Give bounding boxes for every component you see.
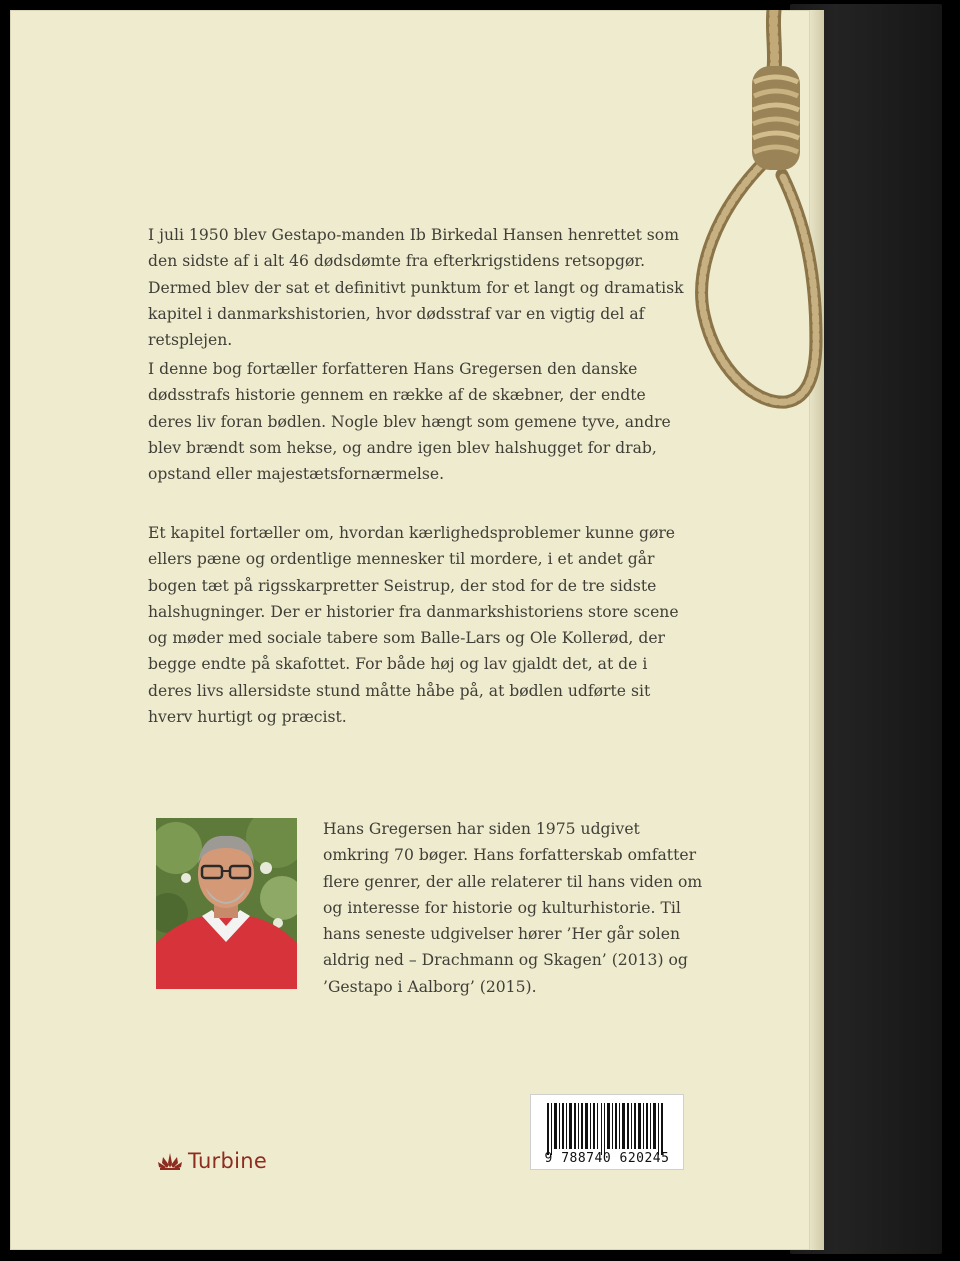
description-paragraph: Et kapitel fortæller om, hvordan kærlighedsproblemer kunne gøre ellers pæne og ordentlige mennesker til mordere, i et andet går bogen tæt på rigsskarpretter Seistrup, der stod for de tre sidste halshugninger. Der er historier fra danmarkshistoriens store scene og møder med sociale tabere som Balle-Lars og Ole Kollerød, der begge endte på skafottet. For både høj og lav gjaldt det, at de i deres livs allersidste stund måtte håbe på, at bødlen udførte sit hverv hurtigt og præcist. xyxy=(148,524,679,727)
isbn-digits: 9 788740 620245 xyxy=(544,1151,670,1166)
lotus-logo-icon xyxy=(158,1151,182,1171)
publisher-logo xyxy=(158,1149,267,1173)
noose-illustration xyxy=(686,10,826,420)
author-photo xyxy=(156,818,297,989)
barcode-bars xyxy=(531,1101,683,1157)
back-cover xyxy=(10,10,810,1250)
publisher-name: Turbine xyxy=(188,1149,268,1173)
description-paragraph: I juli 1950 blev Gestapo-manden Ib Birkedal Hansen henrettet som den sidste af i alt 46 dødsdømte fra efterkrigstidens retsopgør. Dermed blev der sat et definitivt punktum for et langt og dramatisk kapitel i danmarkshistorien, hvor dødsstraf var en vigtig del af retsplejen. xyxy=(148,226,684,350)
author-bio: Hans Gregersen har siden 1975 udgivet omkring 70 bøger. Hans forfatterskab omfatter flere genrer, der alle relaterer til hans viden om og interesse for historie og kulturhistorie. Til hans seneste udgivelser hører ’Her går solen aldrig ned – Drachmann og Skagen’ (2013) og ’Gestapo i Aalborg’ (2015). xyxy=(323,820,703,996)
isbn-barcode xyxy=(530,1094,684,1170)
description-paragraph: I denne bog fortæller forfatteren Hans Gregersen den danske dødsstrafs historie gennem en række af de skæbner, der endte deres liv foran bødlen. Nogle blev hængt som gemene tyve, andre blev brændt som hekse, og andre igen blev halshugget for drab, opstand eller majestætsfornærmelse. xyxy=(148,360,671,484)
